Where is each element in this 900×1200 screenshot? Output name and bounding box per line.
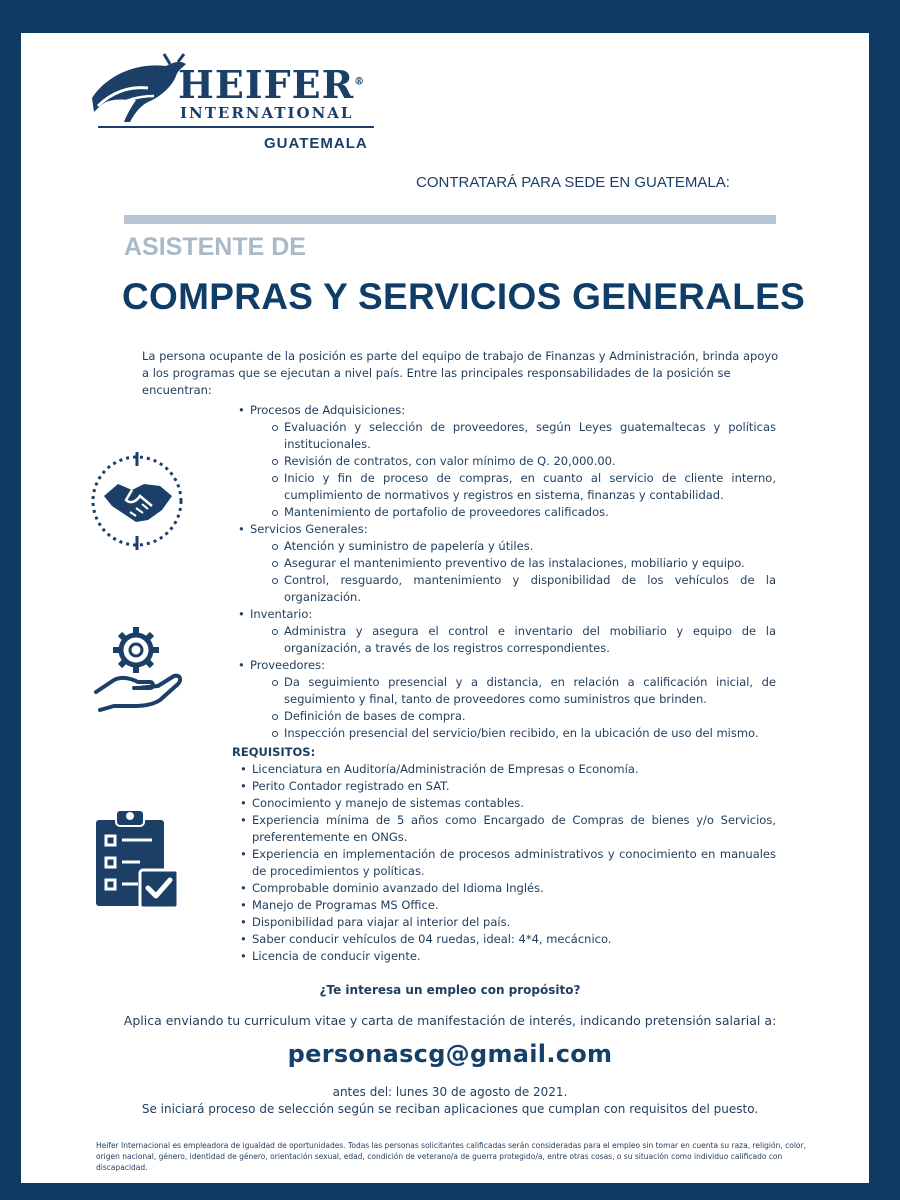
logo-divider [98, 126, 374, 128]
responsibility-item: Evaluación y selección de proveedores, según Leyes guatemaltecas y políticas institucionales. [270, 419, 776, 453]
requirement-item: • Saber conducir vehículos de 04 ruedas, ideal: 4*4, mecácnico. [238, 931, 776, 948]
requirement-item: • Experiencia mínima de 5 años como Encargado de Compras de bienes y/o Servicios, preferentemente en ONGs. [238, 812, 776, 846]
responsibility-item: Mantenimiento de portafolio de proveedores calificados. [270, 504, 776, 521]
responsibility-general-services [236, 521, 776, 606]
handshake-icon [88, 452, 186, 550]
responsibility-item: Inspección presencial del servicio/bien recibido, en la ubicación de uso del mismo. [270, 725, 776, 742]
requirement-item: • Perito Contador registrado en SAT. [238, 778, 776, 795]
logo-country: GUATEMALA [264, 135, 368, 152]
title-bar [124, 215, 776, 224]
responsibility-inventory [236, 606, 776, 657]
heifer-cow-logo-icon [88, 52, 188, 124]
responsibilities-list [236, 402, 776, 742]
contact-email[interactable]: personascg@gmail.com [287, 1040, 613, 1068]
apply-instructions: Aplica enviando tu curriculum vitae y carta de manifestación de interés, indicando pretensión salarial a: [123, 1013, 777, 1028]
requirements-section [232, 744, 776, 965]
responsibility-label: Inventario: [250, 607, 313, 621]
responsibility-item: Revisión de contratos, con valor mínimo de Q. 20,000.00. [270, 453, 776, 470]
requirement-item: • Conocimiento y manejo de sistemas contables. [238, 795, 776, 812]
logo-wordmark [178, 62, 365, 107]
responsibility-item: Control, resguardo, mantenimiento y disponibilidad de los vehículos de la organización. [270, 572, 776, 606]
hiring-line: CONTRATARÁ PARA SEDE EN GUATEMALA: [416, 174, 730, 191]
call-to-action-question: ¿Te interesa un empleo con propósito? [319, 983, 581, 997]
application-deadline: antes del: lunes 30 de agosto de 2021. [332, 1085, 568, 1099]
responsibility-label: Procesos de Adquisiciones: [250, 403, 406, 417]
requirement-item: • Comprobable dominio avanzado del Idioma Inglés. [238, 880, 776, 897]
logo-registered-mark: ® [354, 76, 366, 88]
responsibility-item: Administra y asegura el control e inventario del mobiliario y equipo de la organización, a través de los registros correspondientes. [270, 623, 776, 657]
requirements-heading: REQUISITOS: [232, 745, 316, 759]
responsibility-suppliers [236, 657, 776, 742]
requirement-item: • Licenciatura en Auditoría/Administración de Empresas o Economía. [238, 761, 776, 778]
responsibility-item: Atención y suministro de papelería y útiles. [270, 538, 776, 555]
position-subtitle: ASISTENTE DE [124, 233, 306, 261]
requirement-item: • Disponibilidad para viajar al interior del país. [238, 914, 776, 931]
position-title: COMPRAS Y SERVICIOS GENERALES [122, 276, 806, 317]
equal-opportunity-footer: Heifer Internacional es empleadora de igualdad de oportunidades. Todas las personas solicitantes calificadas serán consideradas para el empleo sin tomar en cuenta su raza, religión, color, origen nacional, género, identidad de género, orientación sexual, edad, condición de veterano/a de guerra protegido/a, entre otras cosas, o su situación como individuo calificado con discapacidad. [96, 1141, 806, 1172]
responsibility-item: Da seguimiento presencial y a distancia, en relación a calificación inicial, de seguimiento y final, tanto de proveedores como suministros que brinden. [270, 674, 776, 708]
responsibility-procurement [236, 402, 776, 521]
logo-subtitle: INTERNATIONAL [180, 104, 354, 122]
logo-name: HEIFER [178, 62, 355, 107]
responsibility-label: Proveedores: [250, 658, 325, 672]
responsibility-item: Asegurar el mantenimiento preventivo de las instalaciones, mobiliario y equipo. [270, 555, 776, 572]
requirement-item: • Experiencia en implementación de procesos administrativos y conocimiento en manuales de procedimientos y políticas. [238, 846, 776, 880]
clipboard-checklist-icon [94, 808, 182, 910]
selection-process-note: Se iniciará proceso de selección según se reciban aplicaciones que cumplan con requisitos del puesto. [141, 1102, 759, 1116]
responsibility-label: Servicios Generales: [250, 522, 368, 536]
responsibility-item: Inicio y fin de proceso de compras, en cuanto al servicio de cliente interno, cumplimiento de normativos y registros en sistema, finanzas y contabilidad. [270, 470, 776, 504]
responsibility-item: Definición de bases de compra. [270, 708, 776, 725]
requirement-item: • Licencia de conducir vigente. [238, 948, 776, 965]
intro-paragraph: La persona ocupante de la posición es parte del equipo de trabajo de Finanzas y Administración, brinda apoyo a los programas que se ejecutan a nivel país. Entre las principales responsabilidades de la posición se encuentran: [142, 349, 779, 397]
gear-hand-icon [92, 622, 184, 714]
requirement-item: • Manejo de Programas MS Office. [238, 897, 776, 914]
